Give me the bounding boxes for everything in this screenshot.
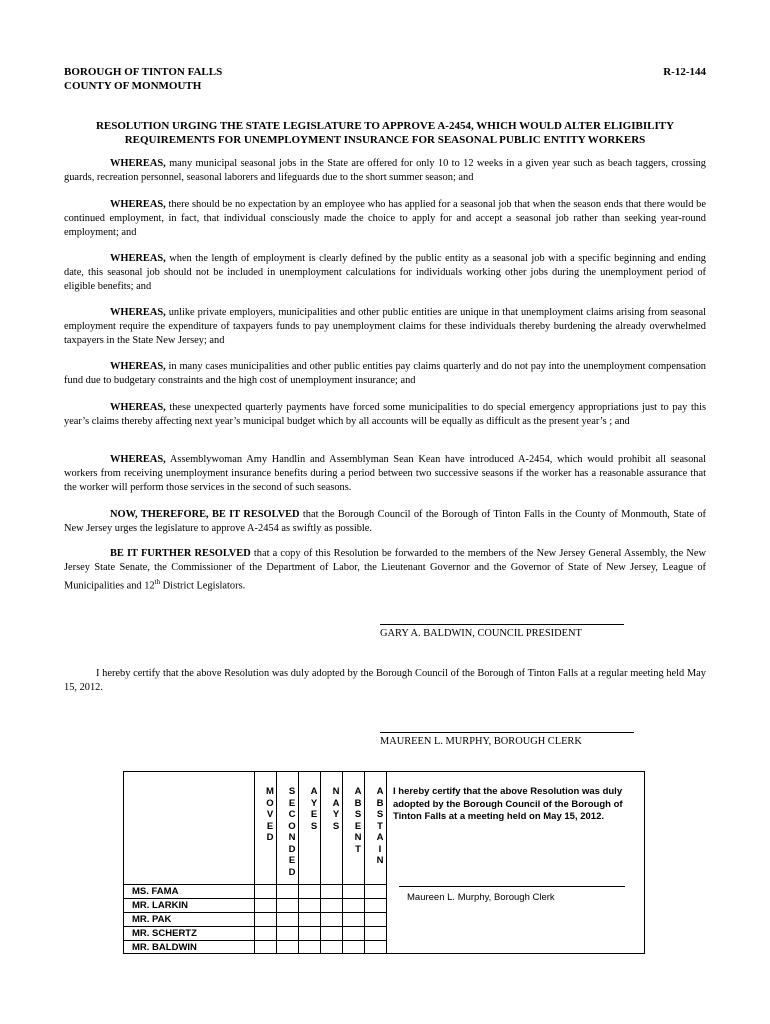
member-name: MR. BALDWIN: [132, 942, 197, 953]
paragraph-lead: WHEREAS,: [110, 361, 166, 372]
column-header-letter: I: [378, 843, 382, 855]
resolved-paragraph: [64, 508, 706, 536]
column-header-letter: V: [266, 809, 274, 820]
member-name: MR. SCHERTZ: [132, 928, 197, 939]
column-header-letter: S: [310, 820, 318, 832]
column-header-letter: M: [266, 786, 274, 797]
paragraph-lead: BE IT FURTHER RESOLVED: [110, 548, 251, 559]
borough-name: BOROUGH OF TINTON FALLS: [64, 66, 223, 78]
county-name: COUNTY OF MONMOUTH: [64, 80, 202, 92]
title-line-2: REQUIREMENTS FOR UNEMPLOYMENT INSURANCE FOR SEASONAL PUBLIC ENTITY WORKERS: [124, 134, 646, 146]
paragraph-text: when the length of employment is clearly defined by the public entity as a seasonal job with a specific beginning and ending date, this seasonal job should not be included in unemployment calculations for individuals working other jobs during the unemployment period of eligible benefits; and: [64, 253, 706, 292]
paragraph-text: there should be no expectation by an employee who has applied for a seasonal job that when the season ends that there would be continued employment, in fact, that individual consciously made the choice to apply for and accept a seasonal job rather than seeking year-round employment; and: [64, 199, 706, 238]
whereas-paragraph: [64, 198, 706, 240]
whereas-paragraph: [64, 157, 706, 185]
president-name: GARY A. BALDWIN, COUNCIL PRESIDENT: [380, 628, 582, 639]
member-name: MR. PAK: [132, 914, 172, 925]
clerk-certification: I hereby certify that the above Resolution was duly adopted by the Borough Council of the Borough of Tinton Falls at a regular meeting held May 15, 2012.: [64, 668, 706, 693]
column-header-letter: D: [266, 832, 274, 843]
whereas-paragraph: [64, 252, 706, 294]
vote-table: [123, 771, 645, 954]
column-header-letter: T: [377, 820, 383, 832]
further-resolved-paragraph: [64, 547, 706, 593]
column-header-letter: O: [288, 820, 296, 832]
paragraph-lead: WHEREAS,: [110, 199, 166, 210]
title-line-1: RESOLUTION URGING THE STATE LEGISLATURE TO APPROVE A-2454, WHICH WOULD ALTER ELIGIBILITY: [95, 120, 675, 132]
whereas-paragraph: [64, 306, 706, 348]
column-header-letter: N: [288, 832, 296, 843]
column-header-letter: E: [354, 820, 362, 832]
column-header-absent: [348, 786, 368, 855]
paragraph-text: many municipal seasonal jobs in the State are offered for only 10 to 12 weeks in a given year such as beach taggers, crossing guards, recreation personnel, seasonal laborers and lifeguards due to the short summer season; and: [64, 158, 706, 183]
resolution-number: R-12-144: [663, 66, 706, 78]
column-header-abstain: [370, 786, 390, 867]
whereas-paragraph: [64, 360, 706, 388]
table-signature-line: [399, 886, 625, 887]
president-signature-line: [380, 624, 624, 625]
column-header-letter: C: [288, 809, 296, 820]
member-name: MR. LARKIN: [132, 900, 188, 911]
paragraph-text: that a copy of this Resolution be forwarded to the members of the New Jersey General Assembly, the New Jersey State Senate, the Commissioner of the Department of Labor, the Lieutenant Governor and the Governor of State of New Jersey, League of Municipalities and 12: [64, 548, 706, 592]
column-header-moved: [260, 786, 280, 844]
column-header-ayes: [304, 786, 324, 832]
column-header-letter: T: [355, 843, 361, 855]
resolution-title: [64, 119, 706, 147]
column-header-letter: E: [310, 809, 318, 820]
paragraph-text-end: District Legislators.: [160, 580, 246, 592]
paragraph-text: unlike private employers, municipalities and other public entities are unique in that unemployment claims arising from seasonal employment require the expenditure of taxpayers funds to pay unemployment claims for these individuals thereby burdening the already overwhelmed taxpayers in the State New Jersey; and: [64, 307, 706, 346]
column-header-letter: D: [288, 866, 296, 878]
column-header-nays: [326, 786, 346, 832]
clerk-signature-line: [380, 732, 634, 733]
column-header-letter: S: [354, 809, 362, 820]
column-header-letter: S: [288, 786, 296, 797]
column-header-letter: S: [332, 820, 340, 832]
paragraph-lead: WHEREAS,: [110, 402, 166, 413]
paragraph-text: these unexpected quarterly payments have forced some municipalities to do special emergency appropriations just to pay this year’s claims thereby affecting next year’s municipal budget which by all accounts will be equally as difficult as the present year’s ; and: [64, 402, 706, 427]
paragraph-lead: WHEREAS,: [110, 158, 166, 169]
column-header-letter: B: [376, 797, 384, 809]
whereas-paragraph: [64, 453, 706, 495]
column-header-letter: D: [288, 843, 296, 855]
paragraph-lead: WHEREAS,: [110, 253, 166, 264]
paragraph-text: Assemblywoman Amy Handlin and Assemblyman Sean Kean have introduced A-2454, which would prohibit all seasonal workers from receiving unemployment insurance benefits during a period between two successive seasons if the worker has a reasonable assurance that the worker will perform those services in the second of such seasons.: [64, 454, 706, 493]
table-certification: I hereby certify that the above Resolution was duly adopted by the Borough Council of the Borough of Tinton Falls at a meeting held on May 15, 2012.: [393, 786, 623, 822]
table-clerk-name: Maureen L. Murphy, Borough Clerk: [407, 892, 555, 903]
column-header-letter: E: [266, 820, 274, 832]
column-header-letter: S: [376, 809, 384, 820]
column-header-seconded: [282, 786, 302, 878]
column-header-letter: Y: [332, 809, 340, 820]
ordinal-superscript: th: [154, 578, 161, 586]
whereas-paragraph: [64, 401, 706, 429]
clerk-name: MAUREEN L. MURPHY, BOROUGH CLERK: [380, 736, 582, 747]
column-header-letter: N: [354, 832, 362, 843]
column-header-letter: A: [310, 786, 318, 797]
paragraph-lead: WHEREAS,: [110, 307, 166, 318]
paragraph-text: that the Borough Council of the Borough of Tinton Falls in the County of Monmouth, State of New Jersey urges the legislature to approve A-2454 as swiftly as possible.: [64, 509, 706, 534]
column-header-letter: A: [376, 786, 384, 797]
column-header-letter: E: [288, 855, 296, 866]
column-header-letter: A: [376, 832, 384, 843]
paragraph-text: in many cases municipalities and other public entities pay claims quarterly and do not pay into the unemployment compensation fund due to budgetary constraints and the high cost of unemployment insurance; and: [64, 361, 706, 386]
document-header: [64, 65, 706, 93]
column-header-letter: N: [332, 786, 340, 797]
paragraph-lead: NOW, THEREFORE, BE IT RESOLVED: [110, 509, 300, 520]
member-name: MS. FAMA: [132, 886, 179, 897]
column-header-letter: Y: [310, 797, 318, 809]
paragraph-lead: WHEREAS,: [110, 454, 166, 465]
column-header-letter: A: [332, 797, 340, 809]
column-header-letter: O: [266, 797, 274, 809]
column-header-letter: N: [376, 855, 384, 866]
column-header-letter: A: [354, 786, 362, 797]
column-header-letter: E: [288, 797, 296, 809]
column-header-letter: B: [354, 797, 362, 809]
